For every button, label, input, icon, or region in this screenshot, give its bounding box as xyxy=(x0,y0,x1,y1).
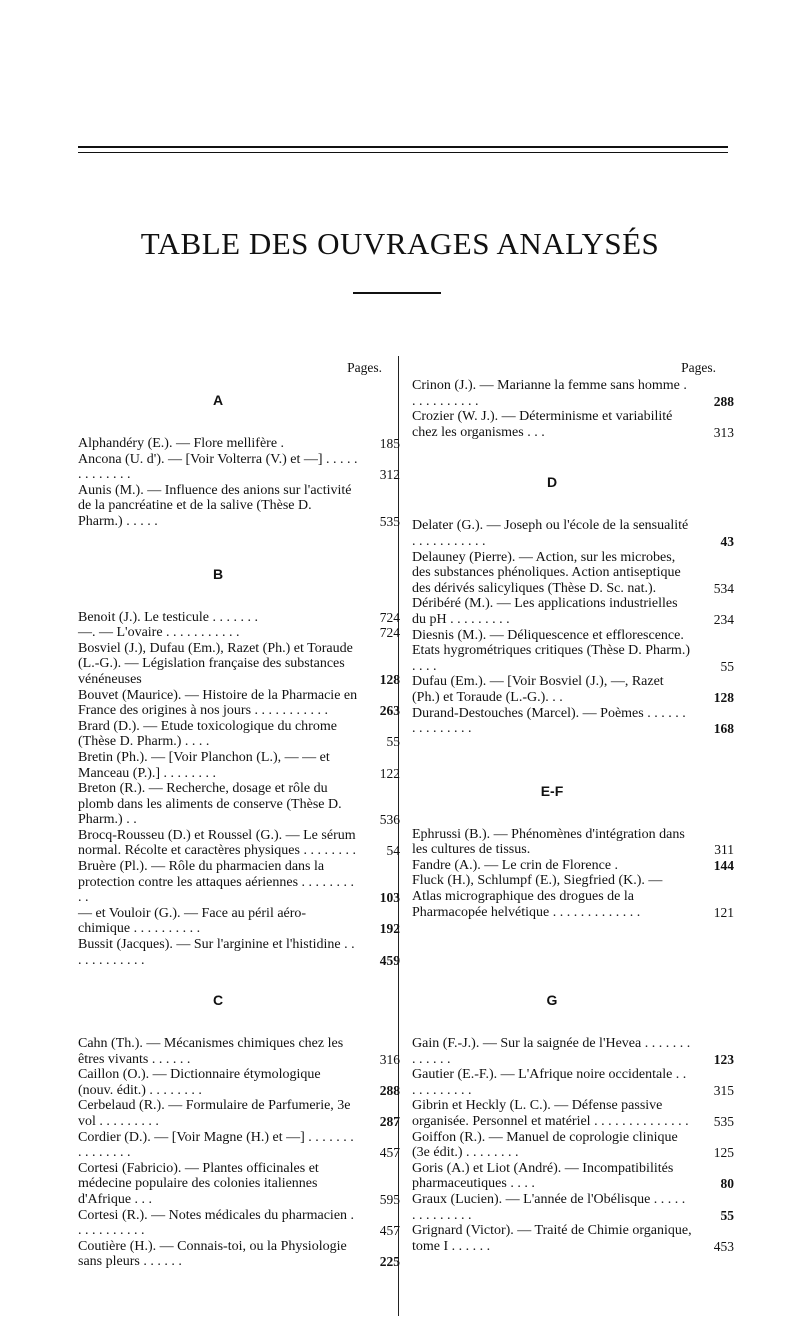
entry-page-number: 54 xyxy=(386,843,400,859)
pages-label: Pages. xyxy=(347,360,382,375)
index-entry xyxy=(412,518,734,549)
index-entry xyxy=(78,859,400,906)
entry-text: Grignard (Victor). — Traité de Chimie organique, tome I . . . . . . xyxy=(412,1223,692,1254)
entry-text: —. — L'ovaire . . . . . . . . . . . xyxy=(78,625,240,641)
pages-label-right: Pages. xyxy=(681,360,716,375)
entry-text: Aunis (M.). — Influence des anions sur l'activité de la pancréatine et de la salive (Thèse D. Pharm.) . . . . . xyxy=(78,482,352,529)
entry-page-number: 313 xyxy=(713,424,734,440)
entry-text: Cerbelaud (R.). — Formulaire de Parfumerie, 3e vol . . . . . . . . . xyxy=(78,1098,351,1129)
index-entry xyxy=(412,674,734,705)
index-entry xyxy=(412,1160,734,1192)
index-entry xyxy=(78,451,400,483)
entry-text: Crozier (W. J.). — Déterminisme et variabilité chez les organismes . . . xyxy=(412,409,673,440)
index-entry xyxy=(78,687,400,719)
entry-text: Bouvet (Maurice). — Histoire de la Pharmacie en France des origines à nos jours . . . . . . . . . . . xyxy=(78,687,358,719)
section-letter-d: D xyxy=(546,474,558,491)
index-entry xyxy=(78,781,400,828)
entry-page-number: 185 xyxy=(379,436,400,451)
entry-page-number: 287 xyxy=(379,1113,400,1129)
entry-text: Durand-Destouches (Marcel). — Poèmes . . . . . . . . . . . . . . . xyxy=(412,705,686,737)
entry-text: Fluck (H.), Schlumpf (E.), Siegfried (K.). — Atlas micrographique des drogues de la Pharmacopée helvétique . . . . . . . . . . . . . xyxy=(412,873,663,920)
entry-page-number: 144 xyxy=(713,857,734,873)
entry-page-number: 128 xyxy=(713,689,734,705)
left-column-top xyxy=(78,360,400,968)
index-entry xyxy=(78,1160,400,1208)
index-entry xyxy=(412,1036,734,1067)
entry-page-number: 225 xyxy=(379,1254,400,1270)
index-entry xyxy=(78,749,400,781)
index-entry xyxy=(412,705,734,737)
entry-page-number: 311 xyxy=(714,842,734,858)
right-column-top xyxy=(412,360,734,920)
top-rule-thin xyxy=(78,152,728,153)
entry-page-number: 263 xyxy=(379,703,400,719)
entry-page-number: 123 xyxy=(713,1051,734,1067)
entry-text: Bussit (Jacques). — Sur l'arginine et l'histidine . . . . . . . . . . . . xyxy=(78,937,355,968)
entry-text: Ephrussi (B.). — Phénomènes d'intégration dans les cultures de tissus. xyxy=(412,826,685,858)
entry-text: Déribéré (M.). — Les applications industrielles du pH . . . . . . . . . xyxy=(412,596,678,627)
entry-page-number: 535 xyxy=(379,513,400,529)
section-letter-b: B xyxy=(212,565,224,582)
entry-page-number: 55 xyxy=(720,1207,734,1223)
entry-page-number: 315 xyxy=(713,1082,734,1098)
index-entry xyxy=(78,1036,400,1067)
entry-text: Fandre (A.). — Le crin de Florence . xyxy=(412,857,619,873)
entry-text: Alphandéry (E.). — Flore mellifère . xyxy=(78,436,285,451)
index-entry xyxy=(412,596,734,627)
entry-text: Cahn (Th.). — Mécanismes chimiques chez les êtres vivants . . . . . . xyxy=(78,1036,344,1067)
index-entry xyxy=(412,627,734,675)
index-entry xyxy=(78,609,400,626)
entry-page-number: 234 xyxy=(713,611,734,627)
index-entry xyxy=(412,1129,734,1161)
section-letter-c: C xyxy=(212,992,224,1008)
entry-text: Gautier (E.-F.). — L'Afrique noire occidentale . . . . . . . . . . . xyxy=(412,1067,687,1098)
index-entry xyxy=(78,436,400,452)
entry-text: Bruère (Pl.). — Rôle du pharmacien dans la protection contre les attaques aériennes . . . . . . . . . . xyxy=(78,859,355,906)
index-entry xyxy=(412,873,734,920)
entry-page-number: 724 xyxy=(379,625,400,641)
entry-text: Goiffon (R.). — Manuel de coprologie clinique (3e édit.) . . . . . . . . xyxy=(412,1129,678,1161)
entry-page-number: 312 xyxy=(379,467,400,483)
left-column-bottom xyxy=(78,978,400,1270)
entry-page-number: 128 xyxy=(379,671,400,687)
entry-text: Coutière (H.). — Connais-toi, ou la Physiologie sans pleurs . . . . . . xyxy=(78,1238,347,1270)
section-letter-g: G xyxy=(546,992,558,1008)
entry-text: Cortesi (R.). — Notes médicales du pharmacien . . . . . . . . . . . xyxy=(78,1207,355,1239)
index-entry xyxy=(412,1223,734,1254)
entry-text: Cordier (D.). — [Voir Magne (H.) et —] . . . . . . . . . . . . . . . xyxy=(78,1129,354,1161)
entry-page-number: 453 xyxy=(713,1238,734,1254)
entry-text: Graux (Lucien). — L'année de l'Obélisque . . . . . . . . . . . . . . xyxy=(412,1191,686,1223)
index-entry xyxy=(412,1098,734,1129)
entry-page-number: 125 xyxy=(713,1145,734,1161)
entry-text: Ancona (U. d'). — [Voir Volterra (V.) et —] . . . . . . . . . . . . . xyxy=(78,451,358,483)
title-underline xyxy=(353,292,441,294)
entry-page-number: 80 xyxy=(720,1176,734,1192)
index-entry xyxy=(78,1067,400,1098)
entry-page-number: 457 xyxy=(379,1223,400,1239)
entry-page-number: 595 xyxy=(379,1191,400,1207)
index-entry xyxy=(412,857,734,874)
entry-page-number: 288 xyxy=(379,1082,400,1098)
entry-page-number: 457 xyxy=(379,1145,400,1161)
entry-page-number: 536 xyxy=(379,812,400,828)
entry-page-number: 55 xyxy=(386,734,400,750)
index-entry xyxy=(78,1207,400,1239)
entry-page-number: 168 xyxy=(713,721,734,737)
entry-page-number: 122 xyxy=(379,765,400,781)
section-letter-a: A xyxy=(212,392,224,408)
page-title: TABLE DES OUVRAGES ANALYSÉS xyxy=(140,226,660,261)
entry-page-number: 316 xyxy=(379,1051,400,1067)
entry-text: Gibrin et Heckly (L. C.). — Défense passive organisée. Personnel et matériel . . . . . . . . . . . . . . xyxy=(412,1098,689,1129)
index-entry xyxy=(412,378,734,409)
entry-text: Benoit (J.). Le testicule . . . . . . . xyxy=(78,609,259,625)
index-entry xyxy=(412,409,734,440)
index-entry xyxy=(412,549,734,597)
index-entry xyxy=(78,937,400,968)
entry-page-number: 103 xyxy=(379,890,400,906)
index-entry xyxy=(412,826,734,858)
index-entry xyxy=(78,1129,400,1161)
index-entry xyxy=(78,1238,400,1270)
entry-text: Diesnis (M.). — Déliquescence et efflorescence. Etats hygrométriques critiques (Thèse D. Pharm.) . . . . xyxy=(412,627,690,674)
entry-text: Crinon (J.). — Marianne la femme sans homme . . . . . . . . . . . xyxy=(412,378,687,409)
index-entry xyxy=(78,1098,400,1129)
entry-text: Gain (F.-J.). — Sur la saignée de l'Hevea . . . . . . . . . . . . . xyxy=(412,1036,691,1067)
entry-page-number: 459 xyxy=(379,952,400,968)
index-entry xyxy=(412,1191,734,1223)
entry-text: Breton (R.). — Recherche, dosage et rôle du plomb dans les aliments de conserve (Thèse D. Pharm.) . . xyxy=(78,781,342,828)
index-entry xyxy=(78,640,400,688)
top-rule-thick xyxy=(78,146,728,148)
index-entry xyxy=(78,625,400,641)
entry-page-number: 192 xyxy=(379,921,400,937)
entry-page-number: 535 xyxy=(713,1113,734,1129)
entry-page-number: 724 xyxy=(379,609,400,625)
entry-text: Delauney (Pierre). — Action, sur les microbes, des substances phénoliques. Action antiseptique des dérivés salicyliques (Thèse D. Sc. nat.). xyxy=(412,549,681,596)
right-column-bottom xyxy=(412,978,734,1254)
entry-text: Bosviel (J.), Dufau (Em.), Razet (Ph.) et Toraude (L.-G.). — Législation française des substances vénéneuses xyxy=(78,640,353,687)
index-entry xyxy=(78,482,400,530)
entry-text: Cortesi (Fabricio). — Plantes officinales et médecine populaire des colonies italiennes d'Afrique . . . xyxy=(78,1160,319,1207)
entry-text: Brard (D.). — Etude toxicologique du chrome (Thèse D. Pharm.) . . . . xyxy=(78,718,337,750)
entry-page-number: 121 xyxy=(713,904,734,920)
entry-page-number: 55 xyxy=(720,658,734,674)
column-divider xyxy=(398,356,399,1316)
index-entry xyxy=(78,905,400,937)
entry-page-number: 534 xyxy=(713,580,734,596)
entry-text: Goris (A.) et Liot (André). — Incompatibilités pharmaceutiques . . . . xyxy=(412,1160,674,1192)
entry-page-number: 288 xyxy=(713,393,734,409)
entry-text: Dufau (Em.). — [Voir Bosviel (J.), —, Razet (Ph.) et Toraude (L.-G.). . . xyxy=(412,674,664,705)
index-entry xyxy=(78,827,400,859)
entry-text: Delater (G.). — Joseph ou l'école de la sensualité . . . . . . . . . . . xyxy=(412,518,689,549)
entry-text: — et Vouloir (G.). — Face au péril aéro-chimique . . . . . . . . . . xyxy=(78,905,307,937)
entry-text: Caillon (O.). — Dictionnaire étymologique (nouv. édit.) . . . . . . . . xyxy=(78,1067,321,1098)
entry-text: Bretin (Ph.). — [Voir Planchon (L.), — — et Manceau (P.).] . . . . . . . . xyxy=(78,749,330,781)
index-entry xyxy=(78,718,400,750)
index-entry xyxy=(412,1067,734,1098)
entry-text: Brocq-Rousseu (D.) et Roussel (G.). — Le sérum normal. Récolte et caractères physiques . . . . . . . . xyxy=(78,827,356,859)
section-letter-ef: E-F xyxy=(540,782,564,799)
entry-page-number: 43 xyxy=(720,533,734,549)
